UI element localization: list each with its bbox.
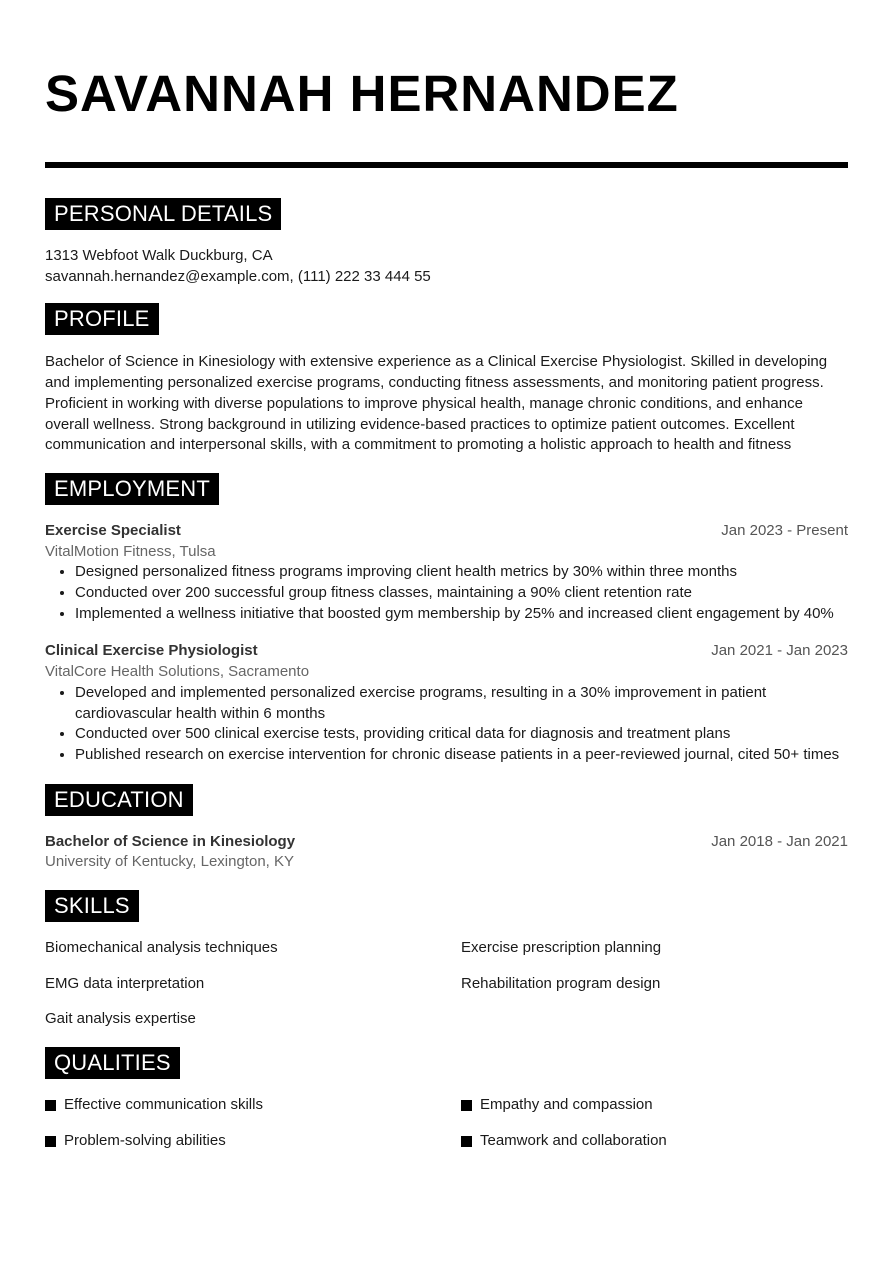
section-title-profile: PROFILE [45,303,159,335]
job-bullets [45,562,848,624]
resume-content [45,198,848,1169]
job-company: VitalCore Health Solutions, Sacramento [45,663,310,681]
job-bullet: • Conducted over 500 clinical exercise tests, providing critical data for diagnosis and treatment plans [75,724,848,745]
job-bullet: • Published research on exercise intervention for chronic disease patients in a peer-reviewed journal, cited 50+ times [75,745,848,766]
quality-item [45,1095,461,1116]
header-divider [45,162,848,168]
square-bullet-icon [45,1136,56,1147]
skill-item: Rehabilitation program design [461,974,661,992]
quality-item [45,1131,461,1152]
school: University of Kentucky, Lexington, KY [45,853,295,871]
job-dates: Jan 2023 - Present [721,521,848,539]
job-bullets [45,683,848,766]
section-title-skills: SKILLS [45,890,139,922]
skill-item: Exercise prescription planning [461,939,662,957]
quality-label: Empathy and compassion [480,1096,653,1114]
quality-item [461,1095,848,1116]
square-bullet-icon [461,1100,472,1111]
square-bullet-icon [45,1100,56,1111]
job-bullet: • Developed and implemented personalized exercise programs, resulting in a 30% improvement in patient cardiovascular health within 6 months [75,683,848,724]
personal-details [45,246,848,287]
job-company: VitalMotion Fitness, Tulsa [45,542,216,560]
job-title: Exercise Specialist [45,521,181,539]
job-bullet: • Implemented a wellness initiative that boosted gym membership by 25% and increased client engagement by 40% [75,604,848,625]
job-dates: Jan 2021 - Jan 2023 [711,642,848,660]
education-dates: Jan 2018 - Jan 2021 [711,832,848,850]
education-entry [45,832,848,873]
square-bullet-icon [461,1136,472,1147]
candidate-name: SAVANNAH HERNANDEZ [45,65,679,122]
job-bullet: • Conducted over 200 successful group fitness classes, maintaining a 90% client retention rate [75,583,848,604]
job-entry [45,641,848,765]
qualities-list [45,1095,848,1151]
job-entry [45,521,848,625]
skills-list [45,938,848,1030]
job-title: Clinical Exercise Physiologist [45,642,258,660]
contact-info: savannah.hernandez@example.com, (111) 222 33 444 55 [45,267,431,285]
quality-item [461,1131,848,1152]
job-bullet: • Designed personalized fitness programs improving client health metrics by 30% within three months [75,562,848,583]
quality-label: Effective communication skills [64,1096,263,1114]
quality-label: Teamwork and collaboration [480,1131,667,1149]
section-title-qualities: QUALITIES [45,1047,180,1079]
profile-summary: Bachelor of Science in Kinesiology with extensive experience as a Clinical Exercise Physiologist. Skilled in developing and implementing personalized exercise programs, conducting fitness assessments, and monitoring patient progress. Proficient in working with diverse populations to improve physical health, manage chronic conditions, and enhance overall wellness. Strong background in utilizing evidence-based practices to optimize patient outcomes. Excellent communication and interpersonal skills, with a commitment to promoting a holistic approach to health and fitness [45,353,828,454]
section-title-employment: EMPLOYMENT [45,473,219,505]
quality-label: Problem-solving abilities [64,1131,226,1149]
section-title-education: EDUCATION [45,784,193,816]
skill-item: EMG data interpretation [45,974,205,992]
skill-item: Gait analysis expertise [45,1010,196,1028]
skill-item: Biomechanical analysis techniques [45,939,278,957]
section-title-personal-details: PERSONAL DETAILS [45,198,281,230]
address: 1313 Webfoot Walk Duckburg, CA [45,247,273,264]
degree: Bachelor of Science in Kinesiology [45,832,296,850]
